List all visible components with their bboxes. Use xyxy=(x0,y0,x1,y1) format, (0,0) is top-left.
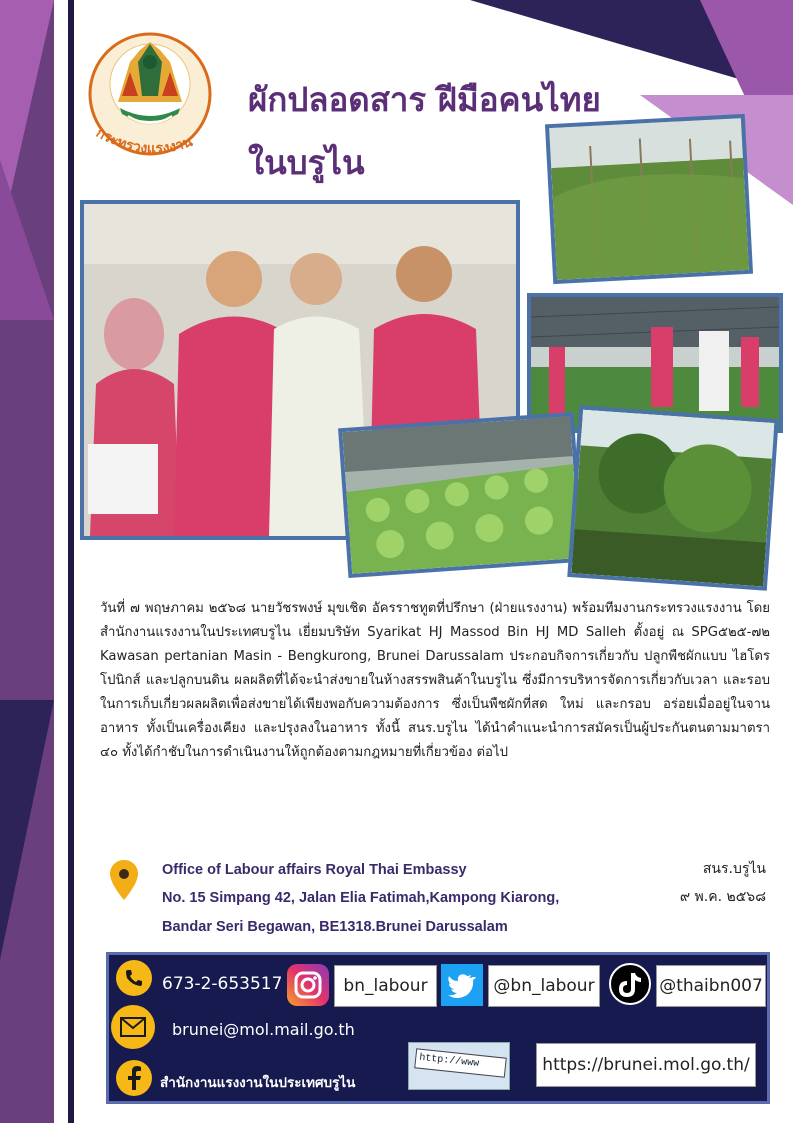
instagram-handle[interactable]: bn_labour xyxy=(334,965,437,1007)
photo-vegetable-plot xyxy=(567,405,779,591)
twitter-handle[interactable]: @bn_labour xyxy=(488,965,600,1007)
tiktok-handle[interactable]: @thaibn007 xyxy=(656,965,766,1007)
facebook-page[interactable]: สำนักงานแรงงานในประเทศบรูไน xyxy=(160,1075,356,1091)
website-link[interactable]: https://brunei.mol.go.th/ xyxy=(536,1043,756,1087)
left-band-gap xyxy=(54,0,68,1123)
location-pin-icon xyxy=(110,860,138,900)
phone-number[interactable]: 673-2-653517 xyxy=(162,974,283,994)
page-subtitle: ในบรูไน xyxy=(248,143,365,182)
left-band-line xyxy=(68,0,74,1123)
www-label: http://www xyxy=(414,1048,507,1077)
dateline-date: ๙ พ.ค. ๒๕๖๘ xyxy=(679,889,766,905)
page-title: ผักปลอดสาร ฝีมือคนไทย xyxy=(248,80,601,119)
address-line-1: Office of Labour affairs Royal Thai Embassy xyxy=(162,862,467,878)
photo-hydroponic-lettuce xyxy=(338,412,584,578)
logo-caption xyxy=(84,122,224,172)
dateline-org: สนร.บรูไน xyxy=(702,861,766,877)
photo-asparagus-field xyxy=(545,114,753,284)
article-body xyxy=(100,597,770,765)
address-line-2: No. 15 Simpang 42, Jalan Elia Fatimah,Kampong Kiarong, xyxy=(162,890,560,906)
left-band-accent xyxy=(0,160,54,320)
facebook-icon[interactable] xyxy=(116,1060,152,1096)
phone-icon xyxy=(116,960,152,996)
email-address[interactable]: brunei@mol.mail.go.th xyxy=(172,1020,355,1039)
svg-text:กระทรวงแรงงาน: กระทรวงแรงงาน xyxy=(93,124,195,158)
left-band-accent xyxy=(0,700,54,960)
mail-icon xyxy=(111,1005,155,1049)
tiktok-icon[interactable] xyxy=(609,963,651,1005)
twitter-icon[interactable] xyxy=(441,964,483,1006)
instagram-icon[interactable] xyxy=(287,964,329,1006)
www-icon xyxy=(408,1042,510,1090)
article-paragraph: วันที่ ๗ พฤษภาคม ๒๕๖๘ นายวัชรพงษ์ มุขเชิด อัครราชทูตที่ปรึกษา (ฝ่ายแรงงาน) พร้อมทีมงานกระทรวงแรงงาน โดยสำนักงานแรงงานในประเทศบรูไน เยี่ยมบริษัท Syarikat HJ Massod Bin HJ MD Salleh ตั้งอยู่ ณ SPG๕๒๕-๗๒ Kawasan pertanian Masin - Bengkurong, Brunei Darussalam ประกอบกิจการเกี่ยวกับ ปลูกพืชผักแบบ ไฮโดรโปนิกส์ และปลูกบนดิน ผลผลิตที่ได้จะนำส่งขายในห้างสรรพสินค้าในบรูไน ซึ่งมีการบริหารจัดการเกี่ยวกับเวลา และรอบในการเก็บเกี่ยวผลผลิตเพื่อส่งขายได้เพียงพอกับความต้องการ ซึ่งเป็นพืชผักที่สด ใหม่ และกรอบ อร่อยเมื่ออยู่ในจานอาหาร ทั้งเป็นเครื่องเคียง และปรุงลงในอาหาร ทั้งนี้ สนร.บรูไน ได้นำคำแนะนำการสมัครเป็นผู้ประกันตนตามมาตรา ๔๐ ทั้งได้กำชับในการดำเนินงานให้ถูกต้องตามกฎหมายที่เกี่ยวข้อง ต่อไป xyxy=(100,601,770,760)
address-line-3: Bandar Seri Begawan, BE1318.Brunei Darussalam xyxy=(162,919,508,935)
